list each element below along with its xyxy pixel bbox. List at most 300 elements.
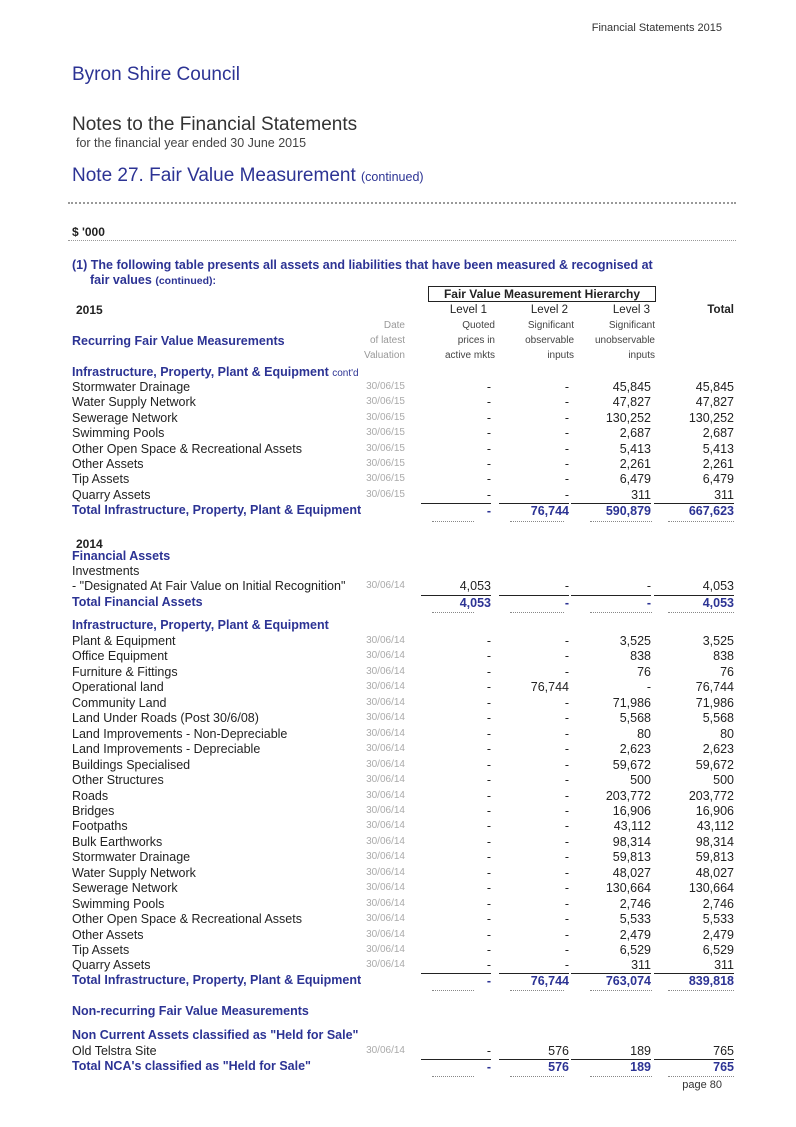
row-label: Other Open Space & Recreational Assets <box>72 912 302 927</box>
col-level1-sub-3: active mkts <box>444 350 495 361</box>
row-date: 30/06/14 <box>366 696 405 708</box>
row-level3: 2,479 <box>619 927 651 942</box>
double-underline <box>590 612 652 613</box>
col-level3-sub-3: inputs <box>628 350 655 361</box>
row-level2: - <box>564 757 569 772</box>
col-level3: Level 3 <box>612 304 650 316</box>
row-level2: 576 <box>548 1044 569 1058</box>
row-label: Land Improvements - Non-Depreciable <box>72 726 288 741</box>
row-level1: - <box>486 927 491 942</box>
ippe-2015-heading-text: Infrastructure, Property, Plant & Equipment <box>72 365 329 379</box>
row-level2: - <box>564 834 569 849</box>
row-level1: - <box>486 742 491 757</box>
row-level1: - <box>486 819 491 834</box>
table-row <box>72 758 734 773</box>
row-level3: 189 <box>571 1059 651 1074</box>
table-row <box>72 395 734 410</box>
row-label: Stormwater Drainage <box>72 850 191 865</box>
double-underline <box>668 521 734 522</box>
row-level3: 3,525 <box>619 634 651 648</box>
row-level2: 76,744 <box>530 680 569 695</box>
row-level1: - <box>486 441 491 456</box>
row-total: 130,664 <box>688 881 734 896</box>
table-row <box>72 958 734 973</box>
row-level2: - <box>564 664 569 679</box>
row-total: 2,623 <box>702 742 734 757</box>
table-row <box>72 819 734 834</box>
note-title-text: Note 27. Fair Value Measurement <box>72 165 356 186</box>
intro-line-1: (1) The following table presents all assets and liabilities that have been measured & recognised at <box>72 258 653 272</box>
row-total: 48,027 <box>695 865 734 880</box>
table-row <box>72 579 734 594</box>
row-total: 80 <box>720 726 734 741</box>
row-date: 30/06/15 <box>366 442 405 454</box>
row-level3: 500 <box>630 773 651 788</box>
row-label: Quarry Assets <box>72 958 151 973</box>
row-level3: 5,413 <box>619 441 651 456</box>
table-row <box>72 727 734 742</box>
row-total: 45,845 <box>695 380 734 394</box>
row-date: 30/06/14 <box>366 928 405 940</box>
row-level2: - <box>564 742 569 757</box>
row-level3: 130,664 <box>605 881 651 896</box>
table-row <box>72 665 734 680</box>
recurring-heading: Recurring Fair Value Measurements <box>72 334 285 348</box>
row-total: 5,413 <box>702 441 734 456</box>
row-level3: - <box>646 680 651 695</box>
row-level3: 2,746 <box>619 896 651 911</box>
row-label: Stormwater Drainage <box>72 380 191 394</box>
row-level3: 311 <box>631 487 651 502</box>
row-label: Swimming Pools <box>72 896 165 911</box>
row-total: 838 <box>713 649 734 664</box>
financial-assets-heading: Financial Assets <box>72 549 171 563</box>
row-level1: - <box>486 695 491 710</box>
table-row <box>72 488 734 503</box>
col-level1-sub-1: Quoted <box>462 320 495 331</box>
row-label: - "Designated At Fair Value on Initial Recognition" <box>72 579 346 593</box>
row-label: Bulk Earthworks <box>72 834 163 849</box>
row-level2: - <box>499 595 569 610</box>
row-level1: - <box>486 634 491 648</box>
investments-heading: Investments <box>72 564 140 578</box>
row-total: 98,314 <box>695 834 734 849</box>
intro-text <box>72 258 653 289</box>
total-row <box>72 973 734 988</box>
col-date-sub-3: Valuation <box>364 350 405 361</box>
row-total: 4,053 <box>702 579 734 593</box>
row-level1: - <box>486 487 491 502</box>
row-level3: 6,479 <box>619 472 651 487</box>
double-underline <box>510 521 564 522</box>
row-total: 2,261 <box>702 457 734 471</box>
row-level1: - <box>486 803 491 818</box>
table-row <box>72 850 734 865</box>
row-level3: 76 <box>637 664 651 679</box>
row-total: 2,746 <box>702 896 734 911</box>
nonrecurring-heading: Non-recurring Fair Value Measurements <box>72 1004 309 1018</box>
double-underline <box>432 990 474 991</box>
table-row <box>72 881 734 896</box>
row-date: 30/06/14 <box>366 743 405 755</box>
table-row <box>72 1044 734 1059</box>
row-level1: - <box>421 1059 491 1074</box>
note-title <box>72 165 424 187</box>
col-level3-sub-1: Significant <box>608 320 655 331</box>
row-label: Water Supply Network <box>72 395 196 410</box>
row-date: 30/06/14 <box>366 727 405 739</box>
row-level1: - <box>486 912 491 927</box>
row-level3: 2,261 <box>619 457 651 471</box>
double-underline <box>668 1076 734 1077</box>
row-level3: - <box>571 595 651 610</box>
row-total: 43,112 <box>696 819 734 834</box>
row-label: Footpaths <box>72 819 128 834</box>
row-total: 47,827 <box>695 395 734 410</box>
row-level2: - <box>564 912 569 927</box>
col-level1: Level 1 <box>449 304 487 316</box>
row-level2: 76,744 <box>499 503 569 518</box>
row-level3: 59,813 <box>612 850 651 865</box>
row-date: 30/06/14 <box>366 897 405 909</box>
row-date: 30/06/14 <box>366 712 405 724</box>
row-total: 4,053 <box>654 595 734 610</box>
row-level2: - <box>564 410 569 425</box>
double-underline <box>668 990 734 991</box>
row-date: 30/06/15 <box>366 458 405 469</box>
row-total: 16,906 <box>695 803 734 818</box>
row-date: 30/06/14 <box>366 820 405 832</box>
table-row <box>72 411 734 426</box>
row-label: Land Under Roads (Post 30/6/08) <box>72 711 259 726</box>
row-total: 5,533 <box>702 912 734 927</box>
row-level3: 47,827 <box>612 395 651 410</box>
row-date: 30/06/15 <box>366 427 405 439</box>
row-date: 30/06/14 <box>366 789 405 801</box>
row-label: Total Infrastructure, Property, Plant & Equipment <box>72 503 362 517</box>
row-total: 59,672 <box>695 757 734 772</box>
row-level2: - <box>564 788 569 803</box>
row-level2: - <box>564 649 569 664</box>
row-total: 71,986 <box>695 695 734 710</box>
council-name: Byron Shire Council <box>72 64 240 85</box>
double-underline <box>510 990 564 991</box>
row-level1: - <box>486 410 491 425</box>
row-level1: - <box>486 850 491 865</box>
row-total: 203,772 <box>688 788 734 803</box>
row-level2: - <box>564 726 569 741</box>
row-total: 311 <box>714 958 734 973</box>
row-date: 30/06/14 <box>366 758 405 770</box>
col-level3-sub-2: unobservable <box>594 335 655 346</box>
row-level1: - <box>486 426 491 441</box>
row-level3: 45,845 <box>612 380 651 394</box>
row-date: 30/06/14 <box>366 580 405 591</box>
row-level1: - <box>486 457 491 471</box>
row-level2: - <box>564 773 569 788</box>
row-date: 30/06/14 <box>366 851 405 863</box>
row-level1: - <box>486 865 491 880</box>
row-label: Office Equipment <box>72 649 168 664</box>
row-level2: - <box>564 395 569 410</box>
table-row <box>72 696 734 711</box>
row-label: Sewerage Network <box>72 881 178 896</box>
col-level2-sub-2: observable <box>525 335 574 346</box>
row-label: Community Land <box>72 695 167 710</box>
total-row <box>72 595 734 610</box>
row-level1: - <box>486 757 491 772</box>
row-level3: 590,879 <box>571 503 651 518</box>
row-date: 30/06/14 <box>366 635 405 646</box>
row-level2: - <box>564 380 569 394</box>
row-level1: - <box>486 680 491 695</box>
table-row <box>72 943 734 958</box>
row-date: 30/06/15 <box>366 473 405 485</box>
row-date: 30/06/14 <box>366 681 405 693</box>
row-level2: - <box>564 579 569 593</box>
row-level2: - <box>564 441 569 456</box>
row-level2: - <box>564 695 569 710</box>
row-level1: - <box>486 896 491 911</box>
row-level2: - <box>564 958 569 973</box>
total-row <box>72 1059 734 1074</box>
row-level2: - <box>564 426 569 441</box>
row-total: 59,813 <box>695 850 734 865</box>
row-level3: 763,074 <box>571 973 651 988</box>
notes-subtitle: for the financial year ended 30 June 2015 <box>76 136 307 150</box>
row-level3: 48,027 <box>612 865 651 880</box>
year-2014: 2014 <box>76 537 103 551</box>
row-level2: - <box>564 819 569 834</box>
row-label: Water Supply Network <box>72 865 196 880</box>
row-date: 30/06/14 <box>366 804 405 816</box>
row-date: 30/06/14 <box>366 1045 405 1056</box>
row-total: 5,568 <box>702 711 734 726</box>
double-underline <box>668 612 734 613</box>
title-divider <box>68 202 736 204</box>
row-level1: - <box>421 973 491 988</box>
row-level3: 130,252 <box>605 410 651 425</box>
row-level1: - <box>486 380 491 394</box>
document-header: Financial Statements 2015 <box>591 22 722 34</box>
page-number: page 80 <box>682 1079 722 1091</box>
double-underline <box>590 1076 652 1077</box>
row-level2: 576 <box>499 1059 569 1074</box>
row-level3: 5,533 <box>619 912 651 927</box>
row-label: Buildings Specialised <box>72 757 191 772</box>
row-label: Other Open Space & Recreational Assets <box>72 441 302 456</box>
table-row <box>72 897 734 912</box>
row-total: 839,818 <box>654 973 734 988</box>
row-level2: - <box>564 803 569 818</box>
notes-title: Notes to the Financial Statements <box>72 114 358 135</box>
table-row <box>72 380 734 395</box>
row-level1: - <box>486 649 491 664</box>
row-level3: 311 <box>631 958 651 973</box>
row-level3: 43,112 <box>613 819 651 834</box>
row-total: 2,687 <box>702 426 734 441</box>
row-level3: 189 <box>630 1044 651 1058</box>
double-underline <box>590 990 652 991</box>
double-underline <box>510 1076 564 1077</box>
row-level2: 76,744 <box>499 973 569 988</box>
row-level3: 2,623 <box>619 742 651 757</box>
row-level2: - <box>564 850 569 865</box>
row-level2: - <box>564 634 569 648</box>
row-level1: - <box>486 958 491 973</box>
row-label: Other Structures <box>72 773 164 788</box>
row-date: 30/06/15 <box>366 411 405 423</box>
row-date: 30/06/14 <box>366 665 405 677</box>
table-row <box>72 866 734 881</box>
row-label: Old Telstra Site <box>72 1044 157 1058</box>
row-label: Total Financial Assets <box>72 595 203 609</box>
double-underline <box>432 521 474 522</box>
row-level1: - <box>486 773 491 788</box>
hierarchy-box: Fair Value Measurement Hierarchy <box>428 286 656 302</box>
row-label: Furniture & Fittings <box>72 664 178 679</box>
row-level3: 6,529 <box>619 943 651 957</box>
table-row <box>72 457 734 472</box>
row-date: 30/06/14 <box>366 913 405 925</box>
row-date: 30/06/14 <box>366 866 405 878</box>
row-label: Plant & Equipment <box>72 634 176 648</box>
row-level3: 59,672 <box>612 757 651 772</box>
double-underline <box>510 612 564 613</box>
row-date: 30/06/14 <box>366 650 405 662</box>
row-label: Quarry Assets <box>72 487 151 502</box>
row-level1: 4,053 <box>421 595 491 610</box>
intro-continued: (continued): <box>155 275 216 287</box>
row-total: 2,479 <box>702 927 734 942</box>
table-row <box>72 634 734 649</box>
row-level1: - <box>486 881 491 896</box>
row-label: Other Assets <box>72 927 144 942</box>
table-row <box>72 835 734 850</box>
col-level2-sub-3: inputs <box>547 350 574 361</box>
row-level3: 838 <box>630 649 651 664</box>
units-divider <box>68 240 736 241</box>
row-total: 130,252 <box>688 410 734 425</box>
row-label: Tip Assets <box>72 943 130 957</box>
row-total: 765 <box>713 1044 734 1058</box>
row-label: Tip Assets <box>72 472 130 487</box>
row-label: Roads <box>72 788 109 803</box>
note-title-continued: (continued) <box>361 170 424 184</box>
nca-heading: Non Current Assets classified as "Held for Sale" <box>72 1028 359 1042</box>
table-row <box>72 649 734 664</box>
row-level2: - <box>564 711 569 726</box>
row-level1: 4,053 <box>459 579 491 593</box>
row-level3: 71,986 <box>612 695 651 710</box>
row-level3: 5,568 <box>619 711 651 726</box>
row-total: 311 <box>714 487 734 502</box>
row-total: 3,525 <box>702 634 734 648</box>
row-level2: - <box>564 865 569 880</box>
row-label: Total Infrastructure, Property, Plant & Equipment <box>72 973 362 987</box>
row-level2: - <box>564 472 569 487</box>
total-row <box>72 503 734 518</box>
col-level1-sub-2: prices in <box>457 335 495 346</box>
double-underline <box>590 521 652 522</box>
row-label: Swimming Pools <box>72 426 165 441</box>
table-row <box>72 773 734 788</box>
row-total: 76,744 <box>695 680 734 695</box>
double-underline <box>432 612 474 613</box>
row-date: 30/06/14 <box>366 882 405 894</box>
row-level1: - <box>486 1044 491 1058</box>
row-label: Operational land <box>72 680 164 695</box>
col-total: Total <box>707 304 734 316</box>
row-total: 765 <box>654 1059 734 1074</box>
table-row <box>72 789 734 804</box>
row-date: 30/06/15 <box>366 396 405 408</box>
row-level2: - <box>564 896 569 911</box>
row-total: 6,479 <box>702 472 734 487</box>
table-row <box>72 472 734 487</box>
row-level1: - <box>486 711 491 726</box>
ippe-2015-heading <box>72 365 359 379</box>
row-level2: - <box>564 927 569 942</box>
col-level2-sub-1: Significant <box>527 320 574 331</box>
row-level1: - <box>486 943 491 957</box>
row-date: 30/06/15 <box>366 381 405 392</box>
row-label: Land Improvements - Depreciable <box>72 742 261 757</box>
ippe-2015-contd: cont'd <box>332 368 359 379</box>
ippe-2014-heading: Infrastructure, Property, Plant & Equipment <box>72 618 329 632</box>
table-row <box>72 680 734 695</box>
row-label: Sewerage Network <box>72 410 178 425</box>
row-level3: - <box>646 579 651 593</box>
double-underline <box>432 1076 474 1077</box>
row-total: 6,529 <box>702 943 734 957</box>
row-level1: - <box>486 472 491 487</box>
table-row <box>72 928 734 943</box>
row-level1: - <box>486 664 491 679</box>
row-level2: - <box>564 457 569 471</box>
row-date: 30/06/14 <box>366 835 405 847</box>
row-level3: 203,772 <box>605 788 651 803</box>
row-date: 30/06/14 <box>366 959 405 971</box>
row-total: 500 <box>713 773 734 788</box>
row-level1: - <box>486 834 491 849</box>
row-level2: - <box>564 881 569 896</box>
row-total: 76 <box>720 664 734 679</box>
col-level2: Level 2 <box>530 304 568 316</box>
row-level3: 80 <box>637 726 651 741</box>
row-level1: - <box>421 503 491 518</box>
intro-fair-values: fair values <box>90 273 152 287</box>
row-total: 667,623 <box>654 503 734 518</box>
table-row <box>72 442 734 457</box>
table-row <box>72 912 734 927</box>
row-level3: 16,906 <box>612 803 651 818</box>
row-level3: 2,687 <box>619 426 651 441</box>
row-date: 30/06/15 <box>366 488 405 500</box>
table-row <box>72 711 734 726</box>
units-label: $ '000 <box>72 225 105 239</box>
row-level3: 98,314 <box>612 834 651 849</box>
row-level1: - <box>486 726 491 741</box>
row-level1: - <box>486 788 491 803</box>
year-2015: 2015 <box>76 303 103 317</box>
row-date: 30/06/14 <box>366 944 405 955</box>
row-level2: - <box>564 943 569 957</box>
col-date-sub-1: Date <box>383 320 405 331</box>
table-row <box>72 426 734 441</box>
table-row <box>72 804 734 819</box>
row-level1: - <box>486 395 491 410</box>
